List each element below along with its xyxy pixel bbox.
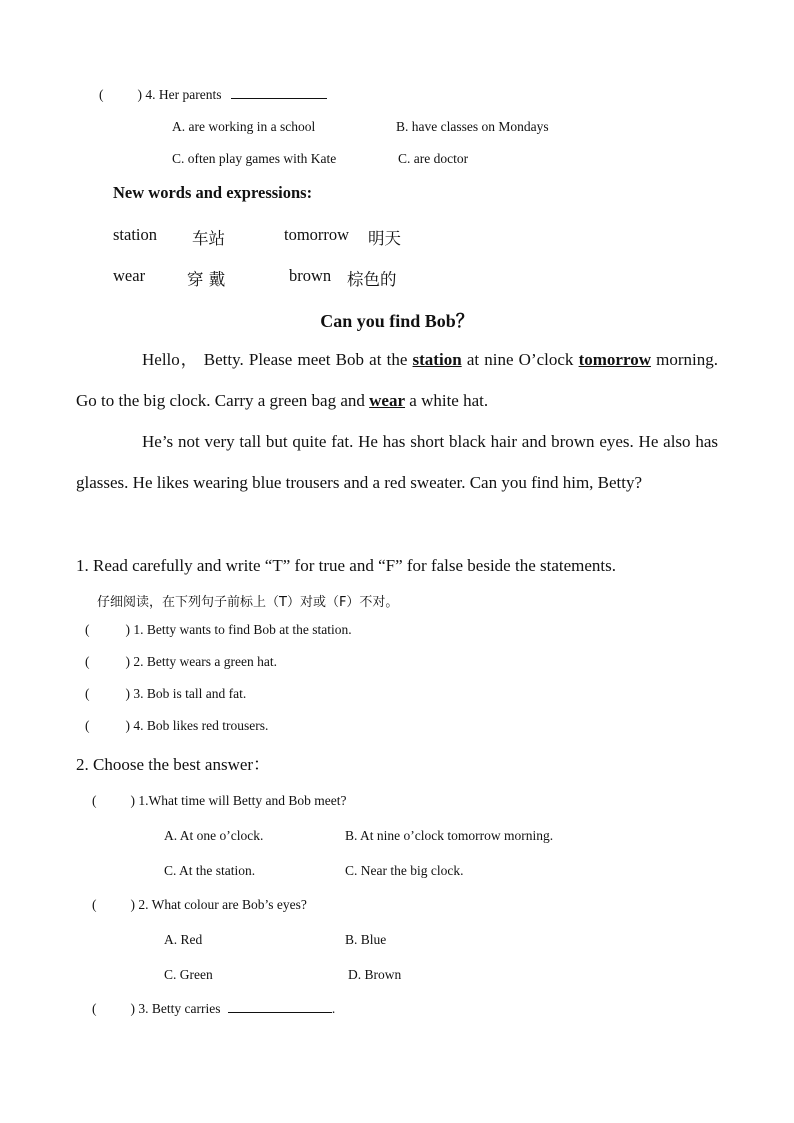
vocab-meaning-station: 车站	[192, 229, 225, 248]
answer-box[interactable]: ( )	[85, 622, 130, 637]
section2-title: 2. Choose the best answer：	[76, 755, 271, 774]
vocab-word-brown: brown	[289, 266, 332, 285]
q4-option-b: B. have classes on Mondays	[396, 119, 549, 134]
passage-title: Can you find Bob？	[320, 311, 474, 331]
vocab-word-wear: wear	[113, 266, 146, 285]
q4-option-d: C. are doctor	[398, 151, 469, 166]
answer-box[interactable]: ( )	[92, 897, 135, 912]
keyword-wear: wear	[369, 391, 406, 410]
vocab-meaning-tomorrow: 明天	[368, 229, 401, 248]
question-text: 2. What colour are Bob’s eyes?	[138, 897, 307, 912]
q1-option-c: C. At the station.	[164, 863, 256, 878]
passage-text: morning. Go to the big clock. Carry a green bag and	[76, 350, 719, 410]
statement-text: 4. Bob likes red trousers.	[133, 718, 269, 733]
answer-blank[interactable]	[228, 1011, 332, 1013]
passage-paragraph-1	[76, 339, 718, 421]
answer-box[interactable]: ( )	[92, 1001, 135, 1016]
section1-title: 1. Read carefully and write “T” for true and “F” for false beside the statements.	[76, 556, 616, 575]
passage-text: at nine O’clock	[461, 350, 579, 369]
question-text: 3. Betty carries	[138, 1001, 221, 1016]
answer-blank[interactable]	[231, 97, 327, 99]
vocab-meaning-brown: 棕色的	[347, 270, 397, 289]
sentence-end: .	[331, 1001, 336, 1016]
mc-question-2	[92, 897, 307, 913]
statement-text: 3. Bob is tall and fat.	[133, 686, 247, 701]
vocab-word-station: station	[113, 225, 157, 244]
q4-option-a: A. are working in a school	[172, 119, 316, 134]
answer-paren-close: )	[137, 87, 142, 102]
tf-item	[85, 622, 352, 638]
keyword-station: station	[412, 350, 462, 369]
section1-subtitle: 仔细阅读，在下列句子前标上（T）对或（F）不对。	[97, 595, 399, 610]
answer-box[interactable]: ( )	[85, 686, 130, 701]
vocab-word-tomorrow: tomorrow	[284, 225, 350, 244]
q2-option-a: A. Red	[164, 932, 203, 947]
passage-text: Hello， Betty. Please meet Bob at the	[142, 350, 413, 369]
keyword-tomorrow: tomorrow	[578, 350, 651, 369]
q2-option-d: D. Brown	[348, 967, 402, 982]
q1-option-a: A. At one o’clock.	[164, 828, 264, 843]
q4-line	[99, 87, 327, 103]
q4-option-c: C. often play games with Kate	[172, 151, 337, 166]
question-text: 1.What time will Betty and Bob meet?	[138, 793, 347, 808]
vocab-heading: New words and expressions:	[113, 183, 313, 202]
mc-question-1	[92, 793, 346, 809]
statement-text: 1. Betty wants to find Bob at the station.	[133, 622, 352, 637]
tf-item	[85, 718, 268, 734]
q2-option-b: B. Blue	[345, 932, 387, 947]
answer-box[interactable]: ( )	[92, 793, 135, 808]
tf-item	[85, 686, 246, 702]
q1-option-d: C. Near the big clock.	[345, 863, 464, 878]
q2-option-c: C. Green	[164, 967, 213, 982]
passage-body	[76, 339, 718, 503]
tf-item	[85, 654, 277, 670]
q1-option-b: B. At nine o’clock tomorrow morning.	[345, 828, 554, 843]
passage-text: a white hat.	[405, 391, 489, 410]
passage-paragraph-2: He’s not very tall but quite fat. He has short black hair and brown eyes. He also has glasses. He likes wearing blue trousers and a red sweater. Can you find him, Betty?	[76, 432, 718, 492]
answer-paren-open: (	[99, 87, 104, 102]
answer-box[interactable]: ( )	[85, 654, 130, 669]
mc-question-3	[92, 1001, 335, 1017]
answer-box[interactable]: ( )	[85, 718, 130, 733]
statement-text: 2. Betty wears a green hat.	[133, 654, 277, 669]
question-text: 4. Her parents	[145, 87, 222, 102]
vocab-meaning-wear: 穿 戴	[187, 270, 226, 289]
